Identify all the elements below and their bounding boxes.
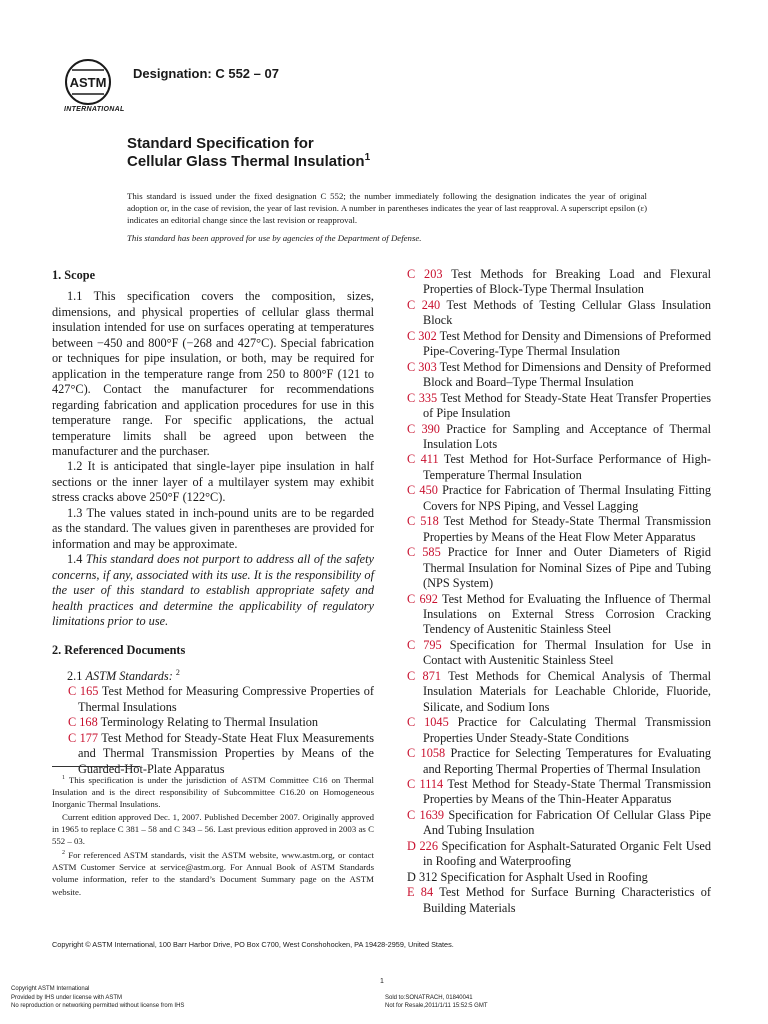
reference-title: Test Methods for Chemical Analysis of Thermal Insulation Materials for Leachable Chloride, Fluoride, Silicate, and Sodium Ions: [423, 668, 711, 714]
reference-title: Test Method for Density and Dimensions of Preformed Pipe-Covering-Type Thermal Insulation: [423, 328, 711, 359]
scope-para-1-2: 1.2 It is anticipated that single-layer pipe insulation in half sections or the inner layer of a multilayer system may exhibit stress cracks above 250°F (122°C).: [52, 459, 374, 505]
reference-code-link: D 312: [407, 869, 438, 884]
reference-title: Terminology Relating to Thermal Insulation: [100, 715, 319, 730]
reference-item: [407, 777, 711, 808]
dod-approval: This standard has been approved for use by agencies of the Department of Defense.: [127, 233, 422, 243]
reference-code-link[interactable]: C 585: [407, 545, 441, 560]
reference-title: Practice for Selecting Temperatures for Evaluating and Reporting Thermal Properties of Thermal Insulation: [423, 746, 711, 776]
reference-title: Specification for Thermal Insulation for Use in Contact with Austenitic Stainless Steel: [423, 637, 711, 668]
reference-item: [52, 731, 374, 777]
reference-item: [407, 870, 711, 885]
reference-title: Test Method for Steady-State Thermal Transmission Properties by Means of the Thin-Heater Apparatus: [423, 776, 711, 807]
reference-title: Specification for Asphalt Used in Roofing: [440, 869, 648, 884]
reference-code-link[interactable]: C 795: [407, 637, 442, 652]
reference-item: [407, 638, 711, 669]
reference-code-link[interactable]: D 226: [407, 838, 438, 853]
reference-title: Test Method for Hot-Surface Performance of High-Temperature Thermal Insulation: [423, 452, 711, 482]
reference-code-link[interactable]: C 177: [68, 730, 99, 745]
license-line-2: Provided by IHS under license with ASTM: [11, 995, 123, 1001]
scope-para-1-1: 1.1 This specification covers the composition, sizes, dimensions, and physical properties of cellular glass thermal insulation intended for use on surfaces operating at temperatures between −450 and 800°F (−268 and 427°C). Special fabrication or techniques for pipe insulation, or both, may be required for application in the temperature range from 250 to 800°F (121 to 427°C). Contact the manufacturer for recommendations regarding fabrication and application procedures for use in this temperature range. For specific applications, the actual temperature limits shall be agreed upon between the manufacturer and the purchaser.: [52, 289, 374, 458]
logo-subtitle: INTERNATIONAL: [64, 106, 125, 113]
reference-item: [407, 483, 711, 514]
reference-code-link[interactable]: C 168: [68, 715, 98, 730]
astm-standards-subheading: [52, 665, 374, 685]
right-column: [407, 267, 711, 916]
reference-code-link[interactable]: C 411: [407, 452, 439, 467]
reference-item: [407, 885, 711, 916]
reference-title: Test Method for Steady-State Heat Flux Measurements and Thermal Transmission Properties by Means of the Guarded-Hot-Plate Apparatus: [78, 730, 374, 776]
footnote-1-text: This specification is under the jurisdiction of ASTM Committee C16 on Thermal Insulation and is the direct responsibility of Subcommittee C16.20 on Homogeneous Inorganic Thermal Insulations.: [52, 774, 374, 810]
reference-item: [407, 422, 711, 453]
scope-para-1-3: 1.3 The values stated in inch-pound units are to be regarded as the standard. The values given in parentheses are provided for information and may be approximate.: [52, 505, 374, 551]
sold-to-line: Sold to:SONATRACH, 01840041: [385, 995, 473, 1001]
reference-item: [407, 298, 711, 329]
title-text: Cellular Glass Thermal Insulation: [127, 153, 365, 170]
copyright-line: Copyright © ASTM International, 100 Barr Harbor Drive, PO Box C700, West Conshohocken, PA 19428-2959, United States.: [52, 940, 454, 949]
reference-item: [52, 684, 374, 715]
reference-code-link[interactable]: C 518: [407, 514, 439, 529]
reference-title: Test Method for Evaluating the Influence of Thermal Insulations on External Stress Corrosion Cracking Tendency of Austenitic Stainless Steel: [423, 591, 711, 637]
reference-title: Specification for Fabrication Of Cellular Glass Pipe And Tubing Insulation: [423, 807, 712, 838]
standard-notice: This standard is issued under the fixed designation C 552; the number immediately following the designation indicates the year of original adoption or, in the case of revision, the year of last revision. A number in parentheses indicates the year of last reapproval. A superscript epsilon (ε) indicates an editorial change since the last revision or reapproval.: [127, 191, 647, 226]
footnote-rule: [52, 766, 140, 767]
title-line-1: Standard Specification for: [127, 135, 314, 152]
reference-code-link[interactable]: C 1045: [407, 715, 449, 730]
subheading-footnote-mark: 2: [175, 667, 180, 677]
reference-code-link[interactable]: C 390: [407, 421, 440, 436]
reference-item: [407, 592, 711, 638]
page-number: 1: [380, 978, 384, 985]
footnote-1-edition: Current edition approved Dec. 1, 2007. Published December 2007. Originally approved in 1965 to replace C 381 – 58 and C 343 – 56. Last previous edition approved in 2003 as C 552 – 03.: [52, 811, 374, 846]
reference-item: [407, 267, 711, 298]
reference-item: [407, 360, 711, 391]
reference-title: Test Method for Steady-State Heat Transfer Properties of Pipe Insulation: [423, 390, 711, 421]
logo-text: ASTM: [69, 75, 107, 90]
license-line-1: Copyright ASTM International: [11, 986, 90, 992]
reference-title: Test Methods for Breaking Load and Flexural Properties of Block-Type Thermal Insulation: [423, 267, 711, 297]
reference-item: [407, 514, 711, 545]
reference-code-link[interactable]: C 335: [407, 390, 438, 405]
scope-para-1-4-text: This standard does not purport to address all of the safety concerns, if any, associated with its use. It is the responsibility of the user of this standard to establish appropriate safety and health practices and determine the applicability of regulatory limitations prior to use.: [52, 552, 374, 628]
reference-code-link[interactable]: C 1639: [407, 807, 445, 822]
reference-code-link[interactable]: C 165: [68, 684, 99, 699]
reference-title: Test Methods of Testing Cellular Glass Insulation Block: [423, 297, 711, 328]
reference-title: Practice for Calculating Thermal Transmission Properties Under Steady-State Conditions: [423, 715, 711, 745]
references-heading: 2. Referenced Documents: [52, 643, 186, 658]
reference-item: [407, 839, 711, 870]
reference-code-link[interactable]: C 1114: [407, 776, 444, 791]
reference-code-link[interactable]: C 1058: [407, 746, 446, 761]
footnote-2-mark: 2: [62, 850, 65, 857]
reference-title: Test Method for Dimensions and Density of Preformed Block and Board–Type Thermal Insulation: [423, 359, 711, 390]
reference-code-link[interactable]: C 240: [407, 297, 441, 312]
reference-item: [407, 329, 711, 360]
reference-item: [407, 808, 711, 839]
title-line-2: [127, 152, 370, 170]
designation: Designation: C 552 – 07: [133, 66, 279, 81]
right-reference-list: [407, 267, 711, 916]
reference-item: [407, 391, 711, 422]
reference-title: Practice for Inner and Outer Diameters of Rigid Thermal Insulation for Nominal Sizes of Pipe and Tubing (NPS System): [423, 545, 711, 591]
reference-code-link[interactable]: C 303: [407, 359, 437, 374]
reference-item: [52, 715, 374, 730]
scope-para-1-4-number: 1.4: [67, 552, 83, 567]
reference-title: Test Method for Surface Burning Characteristics of Building Materials: [423, 885, 711, 915]
reference-title: Test Method for Measuring Compressive Properties of Thermal Insulations: [78, 684, 374, 714]
subheading-number: 2.1: [67, 668, 83, 683]
reference-item: [407, 669, 711, 715]
reference-code-link[interactable]: E 84: [407, 885, 434, 900]
footnote-2-text: For referenced ASTM standards, visit the ASTM website, www.astm.org, or contact ASTM Customer Service at service@astm.org. For Annual Book of ASTM Standards volume information, refer to the standard’s Document Summary page on the ASTM website.: [52, 850, 374, 897]
title-footnote-mark: 1: [364, 152, 371, 163]
reference-item: [407, 746, 711, 777]
reference-item: [407, 545, 711, 591]
footnote-1: [52, 772, 374, 811]
left-column: [52, 268, 374, 777]
scope-para-1-4: [52, 552, 374, 629]
reference-code-link[interactable]: C 203: [407, 267, 443, 281]
reference-item: [407, 452, 711, 483]
reference-title: Specification for Asphalt-Saturated Organic Felt Used in Roofing and Waterproofing: [423, 838, 711, 869]
reference-code-link[interactable]: C 692: [407, 591, 438, 606]
reference-title: Practice for Sampling and Acceptance of Thermal Insulation Lots: [423, 421, 711, 451]
footnote-2: [52, 847, 374, 898]
left-reference-list: [52, 684, 374, 777]
footnotes: [52, 772, 374, 898]
reference-code-link[interactable]: C 450: [407, 483, 438, 498]
resale-line: Not for Resale,2011/1/11 15:52:5 GMT: [385, 1003, 488, 1009]
reference-title: Practice for Fabrication of Thermal Insulating Fitting Covers for NPS Piping, and Vessel Lagging: [423, 483, 711, 513]
subheading-label: ASTM Standards:: [85, 668, 173, 683]
reference-code-link[interactable]: C 871: [407, 668, 441, 683]
reference-item: [407, 715, 711, 746]
reference-title: Test Method for Steady-State Thermal Transmission Properties by Means of the Heat Flow Meter Apparatus: [423, 514, 711, 544]
reference-code-link[interactable]: C 302: [407, 328, 437, 343]
scope-heading: 1. Scope: [52, 268, 96, 282]
license-line-3: No reproduction or networking permitted without license from IHS: [11, 1003, 185, 1009]
footnote-1-mark: 1: [62, 775, 65, 781]
